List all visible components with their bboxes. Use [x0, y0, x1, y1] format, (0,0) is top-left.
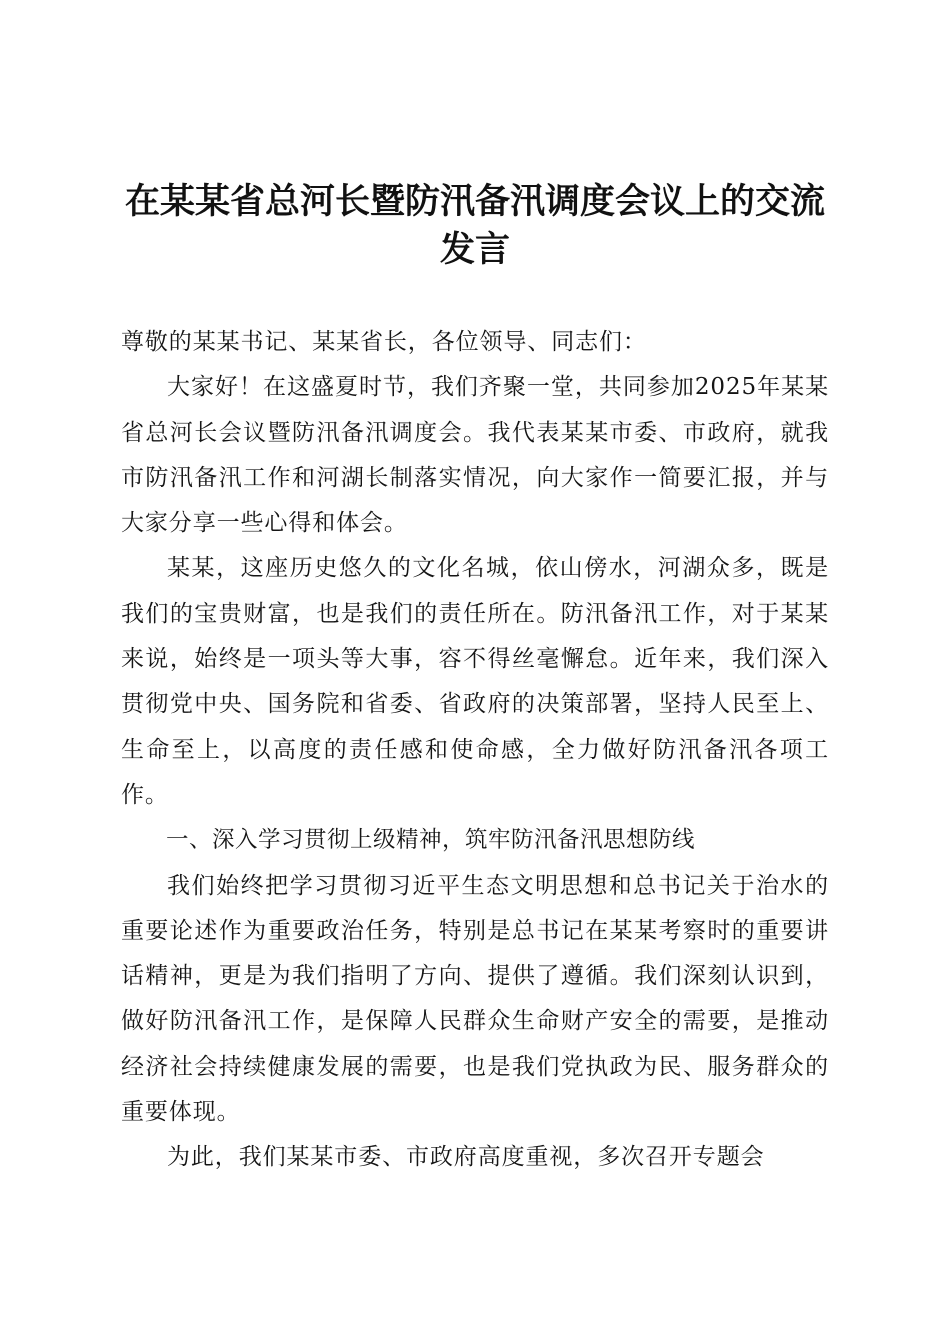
document-body [121, 320, 829, 1181]
paragraph: 我们始终把学习贯彻习近平生态文明思想和总书记关于治水的重要论述作为重要政治任务，特别是总书记在某某考察时的重要讲话精神，更是为我们指明了方向、提供了遵循。我们深刻认识到，做好防汛备汛工作，是保障人民群众生命财产安全的需要，是推动经济社会持续健康发展的需要，也是我们党执政为民、服务群众的重要体现。 [121, 872, 829, 1126]
title-line-2: 发言 [439, 229, 510, 270]
section-heading: 一、深入学习贯彻上级精神，筑牢防汛备汛思想防线 [166, 827, 696, 854]
paragraph: 为此，我们某某市委、市政府高度重视，多次召开专题会 [167, 1144, 765, 1171]
paragraph: 大家好！在这盛夏时节，我们齐聚一堂，共同参加2025年某某省总河长会议暨防汛备汛调度会。我代表某某市委、市政府，就我市防汛备汛工作和河湖长制落实情况，向大家作一简要汇报，并与大家分享一些心得和体会。 [121, 374, 829, 537]
paragraph: 某某，这座历史悠久的文化名城，依山傍水，河湖众多，既是我们的宝贵财富，也是我们的责任所在。防汛备汛工作，对于某某来说，始终是一项头等大事，容不得丝毫懈怠。近年来，我们深入贯彻党中央、国务院和省委、省政府的决策部署，坚持人民至上、生命至上，以高度的责任感和使命感，全力做好防汛备汛各项工作。 [121, 555, 829, 808]
salutation: 尊敬的某某书记、某某省长，各位领导、同志们： [121, 329, 647, 355]
title-line-1: 在某某省总河长暨防汛备汛调度会议上的交流 [124, 181, 825, 222]
document-title [110, 178, 840, 274]
